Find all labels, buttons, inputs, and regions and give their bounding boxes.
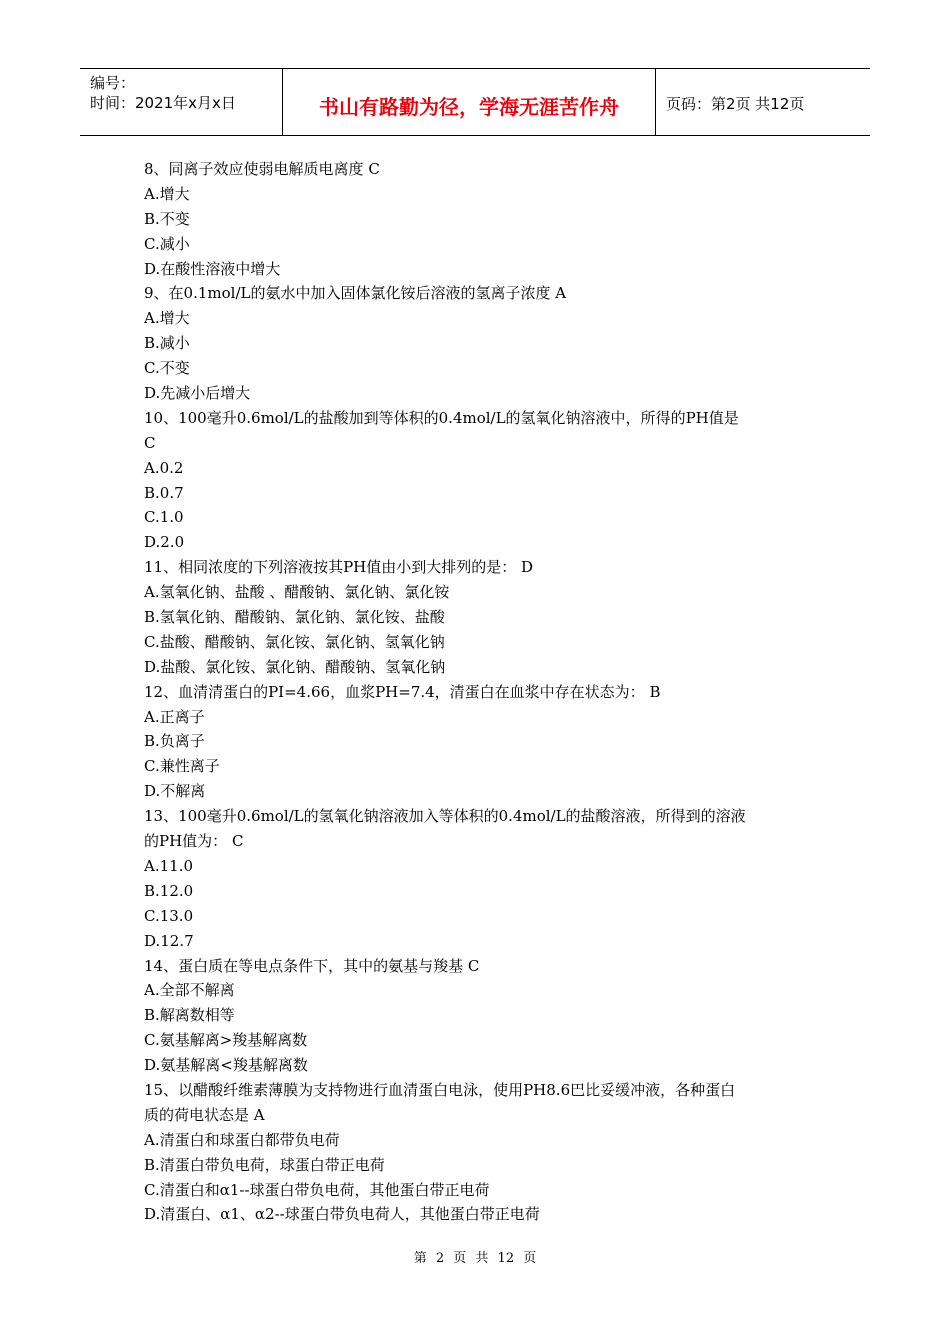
content-line: C.盐酸、醋酸钠、氯化铵、氯化钠、氢氧化钠 [144,632,445,651]
content-line: 14、蛋白质在等电点条件下，其中的氨基与羧基 C [144,956,480,975]
page-footer: 第 2 页 共 12 页 [413,1251,537,1266]
content-line: 8、同离子效应使弱电解质电离度 C [144,160,380,178]
document-time-label: 时间：2021年x月x日 [90,94,236,112]
motto-text: 书山有路勤为径，学海无涯苦作舟 [319,95,619,119]
content-line: A.清蛋白和球蛋白都带负电荷 [144,1130,340,1149]
content-line: C [144,433,156,452]
content-line: 10、100毫升0.6mol/L的盐酸加到等体积的0.4mol/L的氢氧化钠溶液中，所得的PH值是 [144,408,739,427]
content-line: C.减小 [144,234,190,253]
header-info-cell [80,69,283,135]
content-line: D.氨基解离<羧基解离数 [144,1056,308,1075]
content-line: B.清蛋白带负电荷，球蛋白带正电荷 [144,1155,385,1174]
content-line: A.增大 [144,184,190,203]
content-line: 15、以醋酸纤维素薄膜为支持物进行血清蛋白电泳，使用PH8.6巴比妥缓冲液，各种蛋白 [144,1080,736,1099]
content-line: D.2.0 [144,533,185,552]
content-line: D.在酸性溶液中增大 [144,259,281,278]
content-line: C.兼性离子 [144,757,220,776]
page-header [80,68,870,136]
content-line: 的PH值为： C [144,832,244,851]
content-line: A.11.0 [144,856,193,875]
content-line: B.12.0 [144,881,194,900]
content-line: C.不变 [144,359,190,378]
content-line: B.减小 [144,334,190,353]
content-line: C.13.0 [144,906,194,925]
content-line: B.解离数相等 [144,1006,235,1025]
content-line: D.清蛋白、α1、α2--球蛋白带负电荷人，其他蛋白带正电荷 [144,1205,540,1224]
content-line: 12、血清清蛋白的PI=4.66，血浆PH=7.4，清蛋白在血浆中存在状态为： B [144,682,661,701]
content-line: A.氢氧化钠、盐酸 、醋酸钠、氯化钠、氯化铵 [144,583,450,602]
content-line: C.1.0 [144,508,184,527]
content-line: A.增大 [144,309,190,328]
content-line: A.0.2 [144,458,184,477]
content-line: C.氨基解离>羧基解离数 [144,1031,308,1050]
content-line: D.不解离 [144,782,206,801]
content-line: 13、100毫升0.6mol/L的氢氧化钠溶液加入等体积的0.4mol/L的盐酸溶液，所得到的溶液 [144,807,746,826]
content-line: C.清蛋白和α1--球蛋白带负电荷，其他蛋白带正电荷 [144,1180,490,1199]
question-list [144,157,814,1227]
header-motto-cell [283,69,656,135]
page-code: 页码：第2页 共12页 [666,95,805,113]
content-line: B.0.7 [144,483,184,502]
content-line: B.负离子 [144,732,205,751]
document-number-label: 编号： [90,74,136,92]
content-line: A.正离子 [144,707,205,726]
content-line: B.氢氧化钠、醋酸钠、氯化钠、氯化铵、盐酸 [144,608,445,627]
content-line: 质的荷电状态是 A [144,1105,265,1124]
content-line: A.全部不解离 [144,981,235,1000]
content-line: B.不变 [144,209,190,228]
content-line: D.盐酸、氯化铵、氯化钠、醋酸钠、氢氧化钠 [144,657,446,676]
content-line: 9、在0.1mol/L的氨水中加入固体氯化铵后溶液的氢离子浓度 A [144,284,567,303]
content-line: D.先减小后增大 [144,384,251,403]
header-page-cell [656,69,870,135]
content-line: D.12.7 [144,931,194,950]
content-line: 11、相同浓度的下列溶液按其PH值由小到大排列的是： D [144,558,534,577]
